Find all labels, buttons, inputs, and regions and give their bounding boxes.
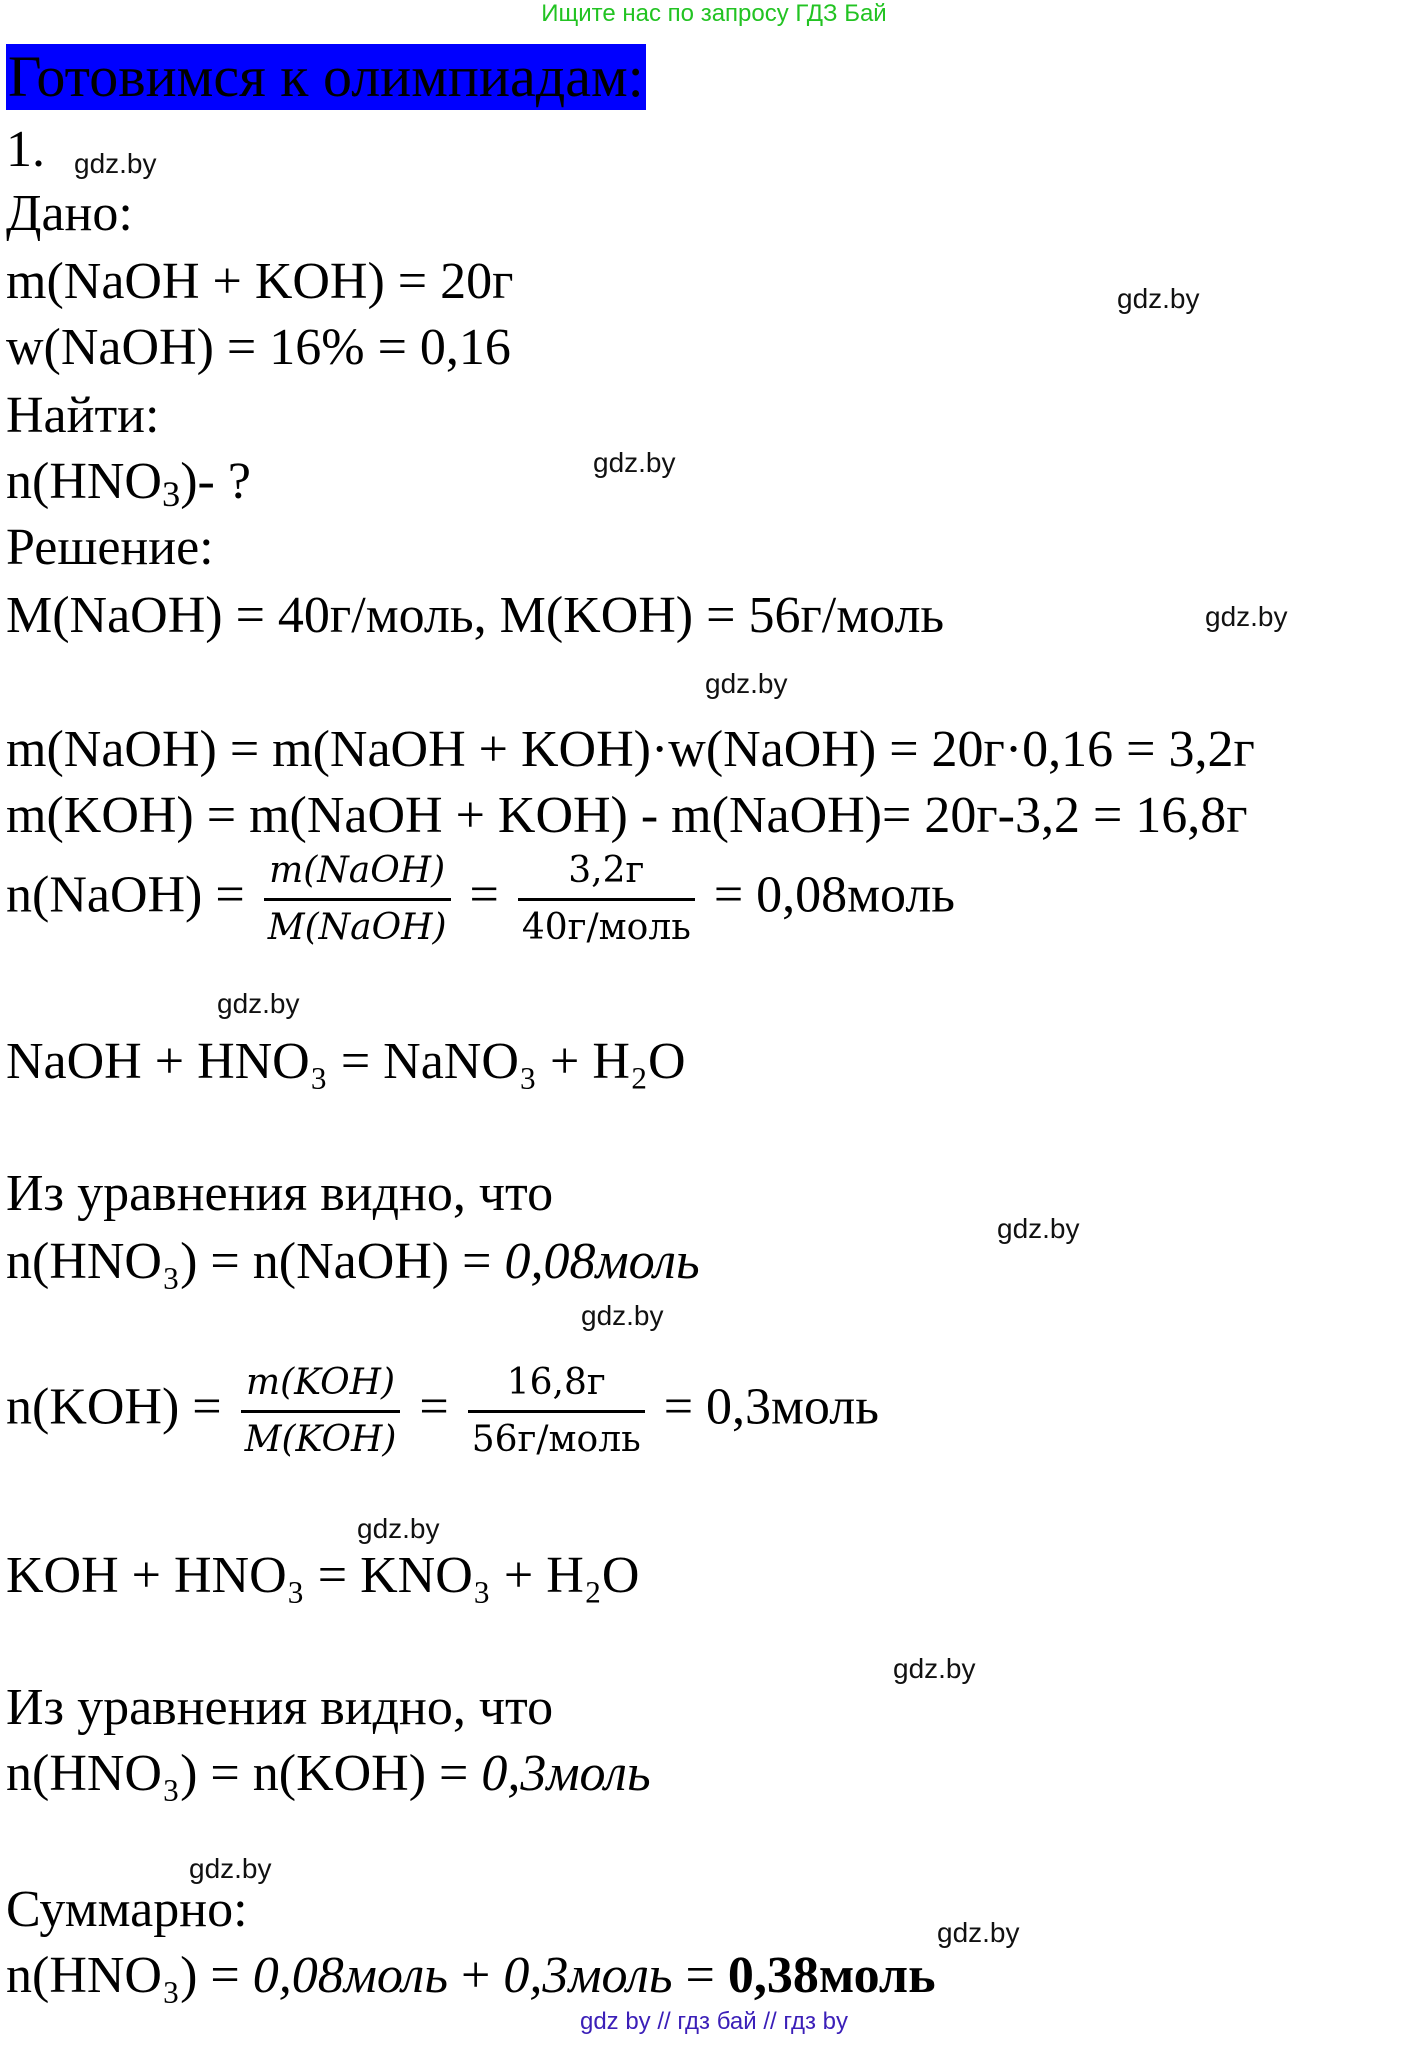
calc-n-koh: n(KOH) = $\frac{\text{m(KOH)}}{\text{M(KOH)}}$ = $\frac{16,8г}{\text{56г/моль}}$ = 0,3моль [6, 1362, 879, 1460]
fraction-numeric: $\frac{16,8г}{\text{56г/моль}}$ [468, 1362, 645, 1461]
footer-links[interactable]: gdz by // гдз бай // гдз by [579, 2008, 849, 2035]
watermark: gdz.by [74, 148, 157, 179]
fraction-numeric: $\frac{3,2г}{\text{40г/моль}}$ [518, 850, 695, 949]
section-heading: Готовимся к олимпиадам: [8, 44, 644, 109]
find-value: $n(HNO_3)-$ ? [6, 453, 251, 514]
n-koh-lhs: n(KOH) = [6, 1378, 222, 1436]
given-naoh-fraction: w(NaOH) = 16% = 0,16 [6, 319, 511, 376]
n-naoh-lhs: n(NaOH) = [6, 866, 245, 924]
total-result: n(HNO₃) = 0,08моль + 0,3моль = 0,38моль [6, 1947, 936, 2004]
equation-koh: KOH + HNO₃ = KNO₃ + H₂O [6, 1547, 640, 1604]
fraction-symbolic: $\frac{\text{m(KOH)}}{\text{M(KOH)}}$ [241, 1362, 401, 1461]
watermark: gdz.by [1205, 601, 1288, 632]
n-koh-result: = 0,3моль [663, 1378, 879, 1436]
watermark: gdz.by [581, 1300, 664, 1331]
top-banner[interactable]: Ищите нас по запросу ГДЗ Бай [541, 0, 887, 27]
given-mixture-mass: m(NaOH + KOH) = 20г [6, 253, 514, 310]
task-number: 1. [6, 121, 45, 178]
given-label: Дано: [6, 185, 133, 242]
molar-masses: M(NaOH) = 40г/моль, M(KOH) = 56г/моль [6, 587, 945, 644]
equation-note-2: Из уравнения видно, что [6, 1679, 554, 1736]
calc-m-koh: m(KOH) = m(NaOH + KOH) - m(NaOH)= 20г-3,2 = 16,8г [6, 787, 1248, 844]
ratio-koh: n(HNO₃) = n(KOH) = 0,3моль [6, 1745, 651, 1802]
watermark: gdz.by [997, 1213, 1080, 1244]
watermark: gdz.by [1117, 283, 1200, 314]
watermark: gdz.by [705, 668, 788, 699]
solution-label: Решение: [6, 519, 214, 576]
watermark: gdz.by [357, 1513, 440, 1544]
total-label: Суммарно: [6, 1881, 248, 1938]
watermark: gdz.by [189, 1853, 272, 1884]
calc-m-naoh: m(NaOH) = m(NaOH + KOH)·w(NaOH) = 20г·0,16 = 3,2г [6, 721, 1255, 778]
calc-n-naoh: n(NaOH) = $\frac{\text{m(NaOH)}}{\text{M(NaOH)}}$ = $\frac{3,2г}{\text{40г/моль}}$ = 0,08моль [6, 850, 956, 948]
n-naoh-result: = 0,08моль [713, 866, 956, 924]
watermark: gdz.by [217, 988, 300, 1019]
watermark: gdz.by [593, 447, 676, 478]
fraction-symbolic: $\frac{\text{m(NaOH)}}{\text{M(NaOH)}}$ [264, 850, 451, 949]
final-answer: 0,38моль [727, 1947, 936, 2004]
ratio-naoh: n(HNO₃) = n(NaOH) = 0,08моль [6, 1233, 700, 1290]
equation-note-1: Из уравнения видно, что [6, 1165, 554, 1222]
watermark: gdz.by [893, 1653, 976, 1684]
find-label: Найти: [6, 387, 160, 444]
watermark: gdz.by [937, 1917, 1020, 1948]
equation-naoh: NaOH + HNO₃ = NaNO₃ + H₂O [6, 1033, 686, 1090]
